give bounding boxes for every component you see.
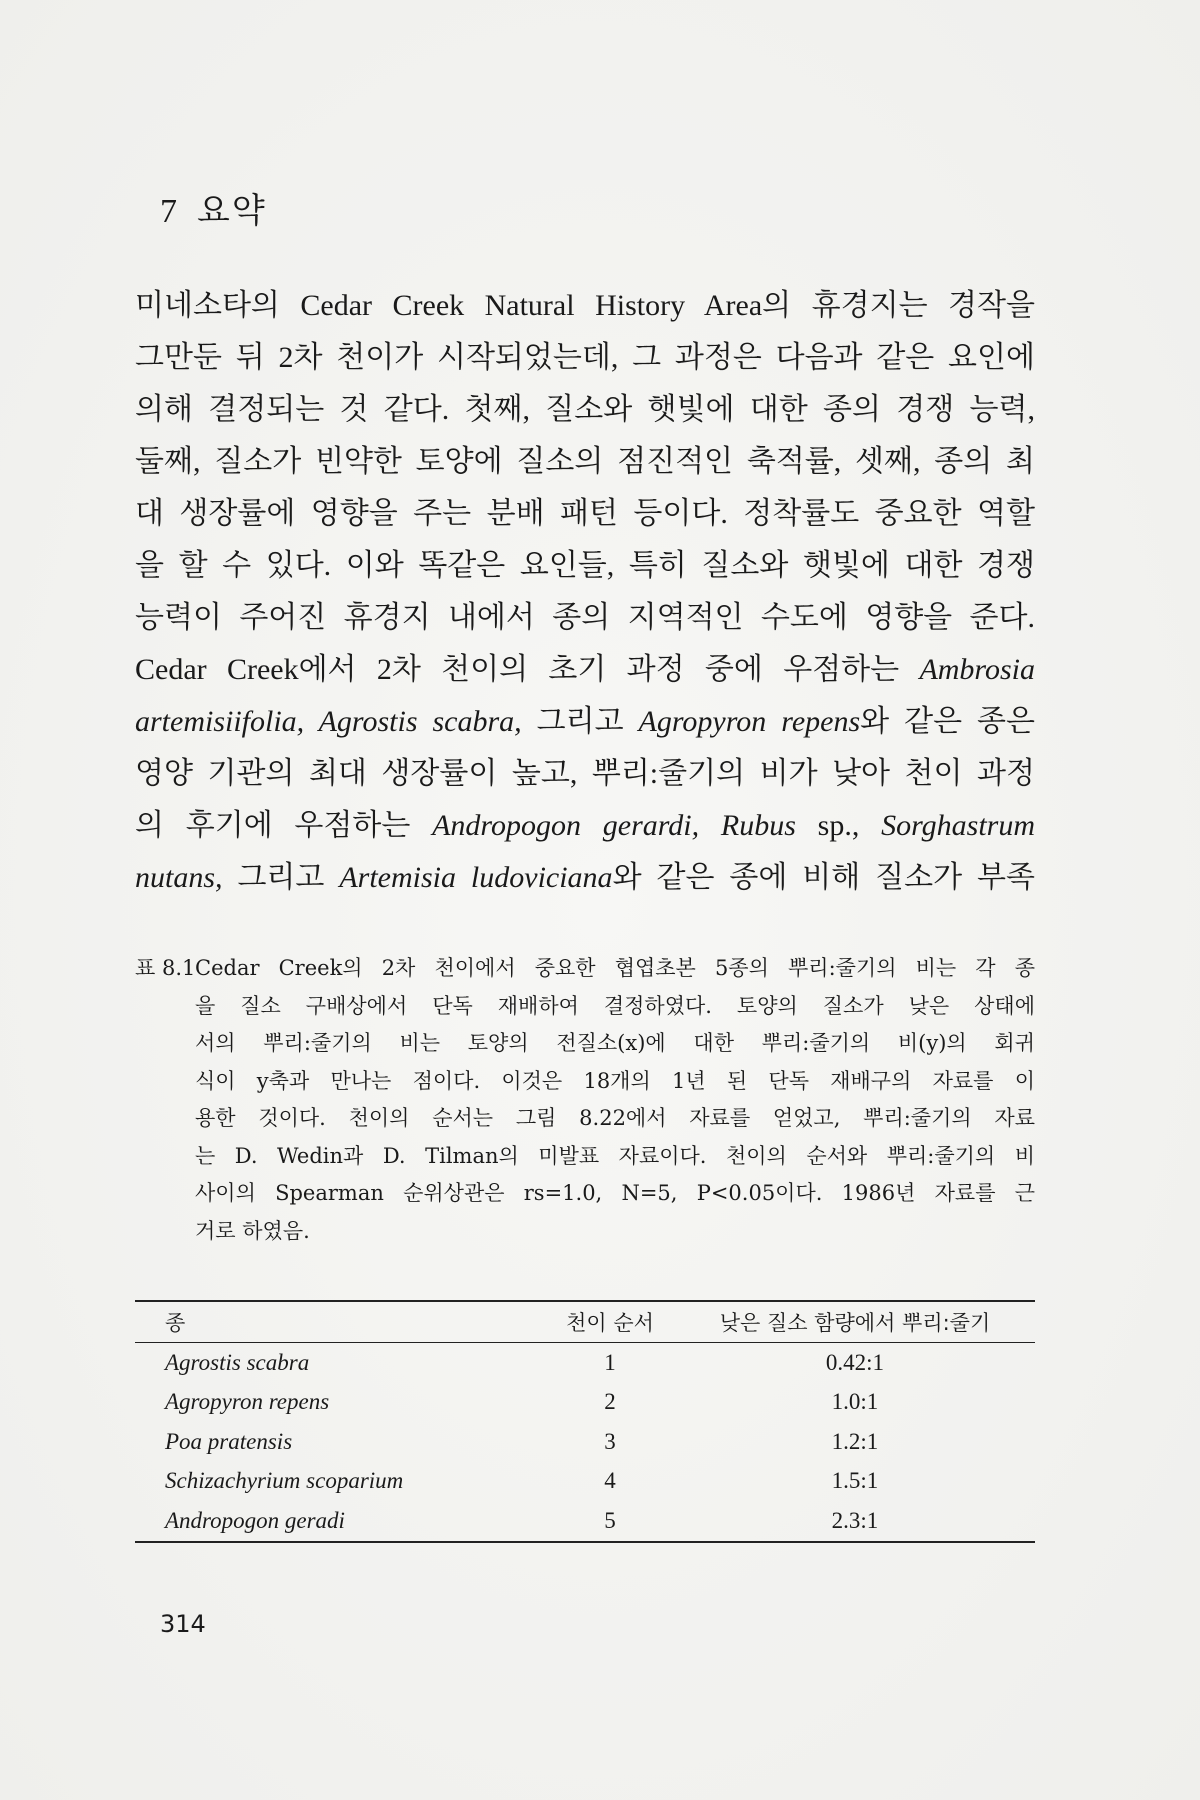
data-table (135, 1300, 1035, 1543)
table-row (135, 1462, 1035, 1502)
summary-paragraph (135, 280, 1035, 904)
section-heading (160, 183, 267, 232)
text-line (135, 488, 1035, 540)
table-row (135, 1422, 1035, 1462)
caption-line: 용한 것이다. 천이의 순서는 그림 8.22에서 자료를 얻었고, 뿌리:줄기의 자료 (195, 1106, 1035, 1130)
text-segment: 의 후기에 우점하는 (135, 809, 433, 842)
text-line-content: 그만둔 뒤 2차 천이가 시작되었는데, 그 과정은 다음과 같은 요인에 (135, 341, 1035, 374)
cell-ratio: 1.5:1 (831, 1468, 879, 1494)
text-line (135, 332, 1035, 384)
cell-species: Schizachyrium scoparium (165, 1468, 404, 1494)
text-line-content: 영양 기관의 최대 생장률이 높고, 뿌리:줄기의 비가 낮아 천이 과정 (135, 757, 1035, 790)
text-line (135, 280, 1035, 332)
text-line-content: 능력이 주어진 휴경지 내에서 종의 지역적인 수도에 영향을 준다. (135, 601, 1035, 634)
cell-ratio: 2.3:1 (675, 1501, 1035, 1542)
caption-line: 서의 뿌리:줄기의 비는 토양의 전질소(x)에 대한 뿌리:줄기의 비(y)의 회귀 (195, 1031, 1035, 1055)
text-line (135, 748, 1035, 800)
cell-order: 1 (604, 1349, 616, 1375)
cell-ratio: 1.2:1 (831, 1428, 879, 1454)
section-title: 요약 (197, 191, 267, 231)
text-segment: 와 같은 종은 (860, 705, 1035, 738)
text-line-content: 둘째, 질소가 빈약한 토양에 질소의 점진적인 축적률, 셋째, 종의 최 (135, 445, 1035, 478)
text-line (135, 852, 1035, 904)
table-header-row (135, 1301, 1035, 1343)
text-line (135, 696, 1035, 748)
text-line (135, 540, 1035, 592)
text-segment: Cedar Creek에서 2차 천이의 초기 과정 중에 우점하는 (135, 653, 920, 686)
cell-species: Poa pratensis (165, 1428, 293, 1454)
caption-line: 거로 하였음. (195, 1218, 310, 1243)
cell-species: Andropogon geradi (135, 1501, 545, 1542)
caption-text (195, 950, 1035, 1250)
table-row (135, 1343, 1035, 1383)
cell-ratio: 1.0:1 (831, 1389, 879, 1415)
table-caption (135, 950, 1035, 1250)
text-line-content: 미네소타의 Cedar Creek Natural History Area의 휴경지는 경작을 (135, 289, 1035, 322)
page-number: 314 (160, 1610, 206, 1638)
table-label: 표 8.1 (135, 956, 196, 980)
caption-line: 는 D. Wedin과 D. Tilman의 미발표 자료이다. 천이의 순서와 뿌리:줄기의 비 (195, 1143, 1035, 1168)
cell-order: 2 (604, 1389, 616, 1415)
species-name: Artemisia ludoviciana (339, 861, 613, 894)
species-name: artemisiifolia, Agrostis scabra, (135, 705, 522, 738)
cell-order: 5 (545, 1501, 675, 1542)
species-name: Andropogon gerardi, Rubus (432, 809, 796, 842)
text-line-content: 의해 결정되는 것 같다. 첫째, 질소와 햇빛에 대한 종의 경쟁 능력, (135, 393, 1035, 426)
caption-line: 사이의 Spearman 순위상관은 rs=1.0, N=5, P<0.05이다. 1986년 자료를 근 (195, 1181, 1035, 1205)
caption-line: Cedar Creek의 2차 천이에서 중요한 협엽초본 5종의 뿌리:줄기의 비는 각 종 (195, 956, 1035, 980)
cell-species: Agrostis scabra (165, 1349, 310, 1375)
caption-line: 을 질소 구배상에서 단독 재배하여 결정하였다. 토양의 질소가 낮은 상태에 (195, 993, 1035, 1018)
caption-line: 식이 y축과 만나는 점이다. 이것은 18개의 1년 된 단독 재배구의 자료를 이 (195, 1068, 1035, 1093)
text-line-content: 대 생장률에 영향을 주는 분배 패턴 등이다. 정착률도 중요한 역할 (135, 497, 1035, 530)
cell-order: 4 (604, 1468, 616, 1494)
cell-ratio: 0.42:1 (825, 1349, 885, 1375)
header-order: 천이 순서 (545, 1301, 675, 1343)
cell-order: 3 (604, 1428, 616, 1454)
text-segment: 그리고 (222, 861, 340, 894)
species-name: nutans, (135, 861, 223, 894)
text-line-content: 을 할 수 있다. 이와 똑같은 요인들, 특히 질소와 햇빛에 대한 경쟁 (135, 549, 1035, 582)
text-line (135, 436, 1035, 488)
section-number: 7 (160, 193, 179, 230)
cell-species: Agropyron repens (165, 1389, 330, 1415)
text-line (135, 800, 1035, 852)
species-name: Ambrosia (919, 653, 1035, 686)
header-species: 종 (135, 1301, 545, 1343)
text-segment: 와 같은 종에 비해 질소가 부족 (612, 861, 1035, 894)
text-line (135, 592, 1035, 644)
text-line (135, 384, 1035, 436)
table-row (135, 1383, 1035, 1423)
text-line (135, 644, 1035, 696)
text-segment: sp., (795, 809, 882, 842)
header-ratio: 낮은 질소 함량에서 뿌리:줄기 (675, 1301, 1035, 1343)
text-segment: 그리고 (521, 705, 639, 738)
species-name: Sorghastrum (881, 809, 1035, 842)
species-name: Agropyron repens (638, 705, 861, 738)
table-row (135, 1501, 1035, 1542)
